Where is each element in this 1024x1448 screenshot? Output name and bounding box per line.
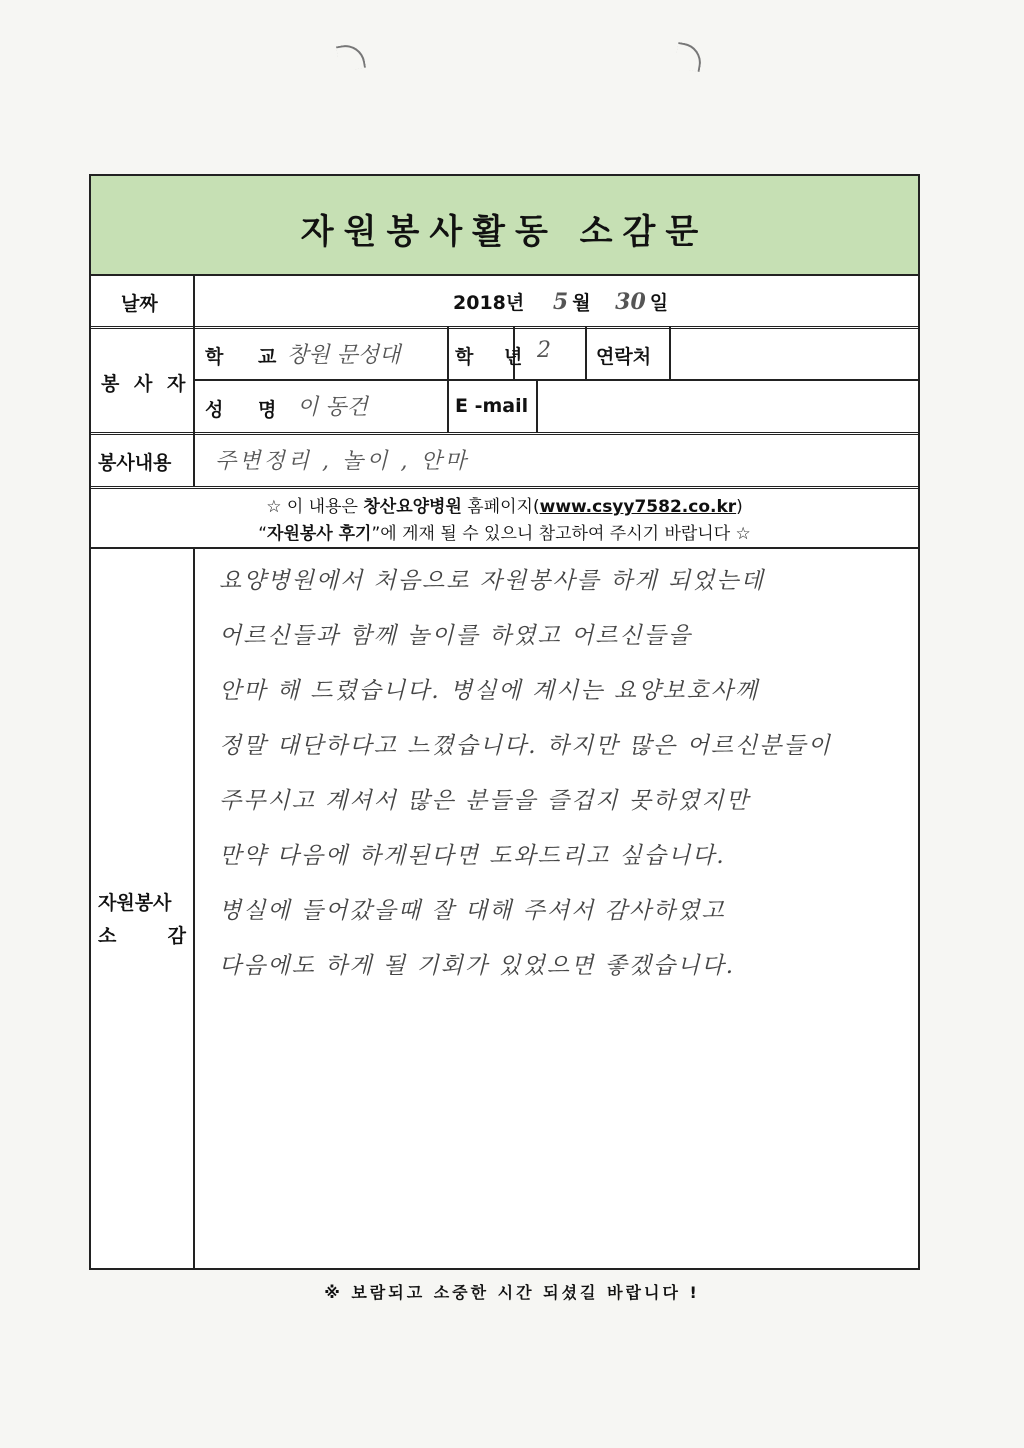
impression-line: 병실에 들어갔을때 잘 대해 주셔서 감사하였고 bbox=[219, 898, 726, 924]
date-month: 5 bbox=[552, 289, 569, 315]
punch-hole-left bbox=[336, 42, 366, 72]
contact-label: 연락처 bbox=[596, 346, 652, 368]
notice-line-2: “자원봉사 후기”에 게재 될 수 있으니 참고하여 주시기 바랍니다 ☆ bbox=[258, 524, 751, 544]
impression-line: 어르신들과 함께 놀이를 하였고 어르신들을 bbox=[219, 623, 693, 649]
row-divider bbox=[91, 432, 918, 435]
impression-line: 정말 대단하다고 느꼈습니다. 하지만 많은 어르신분들이 bbox=[219, 733, 832, 759]
col-divider bbox=[536, 379, 538, 432]
notice bbox=[91, 494, 918, 548]
notice-line-1: ☆ 이 내용은 창산요양병원 홈페이지(www.csyy7582.co.kr) bbox=[266, 497, 743, 517]
email-label: E -mail bbox=[455, 395, 529, 417]
impression-line: 요양병원에서 처음으로 자원봉사를 하게 되었는데 bbox=[219, 568, 765, 594]
date-label: 날짜 bbox=[121, 293, 158, 315]
school-label: 학 교 bbox=[205, 346, 291, 368]
volunteer-label: 봉 사 자 bbox=[101, 373, 190, 395]
grade-label: 학 년 bbox=[455, 346, 535, 368]
hospital-name: 창산요양병원 bbox=[363, 497, 462, 517]
col-divider bbox=[447, 326, 449, 432]
col-divider bbox=[193, 274, 195, 486]
impression-text bbox=[219, 554, 909, 994]
volunteer-form bbox=[89, 174, 920, 1270]
content-value: 주변정리 , 놀이 , 안마 bbox=[215, 449, 469, 474]
date-year: 2018년 bbox=[453, 292, 525, 314]
col-divider bbox=[585, 326, 587, 379]
impression-line: 주무시고 계셔서 많은 분들을 즐겁지 못하였지만 bbox=[219, 788, 750, 814]
name-value: 이 동건 bbox=[297, 395, 368, 420]
name-label: 성 명 bbox=[205, 399, 291, 421]
impression-label: 자원봉사 소 감 bbox=[98, 892, 186, 947]
title-band bbox=[91, 176, 918, 276]
col-divider bbox=[669, 326, 671, 379]
date-month-suffix: 월 bbox=[572, 292, 591, 314]
grade-value: 2 bbox=[537, 338, 551, 363]
row-divider bbox=[195, 379, 918, 381]
date-field bbox=[453, 288, 668, 315]
date-day: 30 bbox=[615, 289, 646, 315]
punch-hole-right bbox=[674, 42, 704, 72]
row-divider bbox=[91, 486, 918, 489]
impression-line: 다음에도 하게 될 기회가 있었으면 좋겠습니다. bbox=[219, 953, 736, 979]
school-value: 창원 문성대 bbox=[287, 343, 401, 368]
col-divider bbox=[193, 547, 195, 1270]
impression-line: 안마 해 드렸습니다. 병실에 계시는 요양보호사께 bbox=[219, 678, 760, 704]
content-label: 봉사내용 bbox=[98, 452, 172, 474]
form-title: 자원봉사활동 소감문 bbox=[300, 212, 709, 252]
footer-message: ※ 보람되고 소중한 시간 되셨길 바랍니다 ! bbox=[324, 1283, 700, 1302]
impression-line: 만약 다음에 하게된다면 도와드리고 싶습니다. bbox=[219, 843, 726, 869]
date-day-suffix: 일 bbox=[649, 292, 669, 314]
row-divider bbox=[91, 326, 918, 329]
homepage-link[interactable]: www.csyy7582.co.kr bbox=[539, 497, 737, 517]
